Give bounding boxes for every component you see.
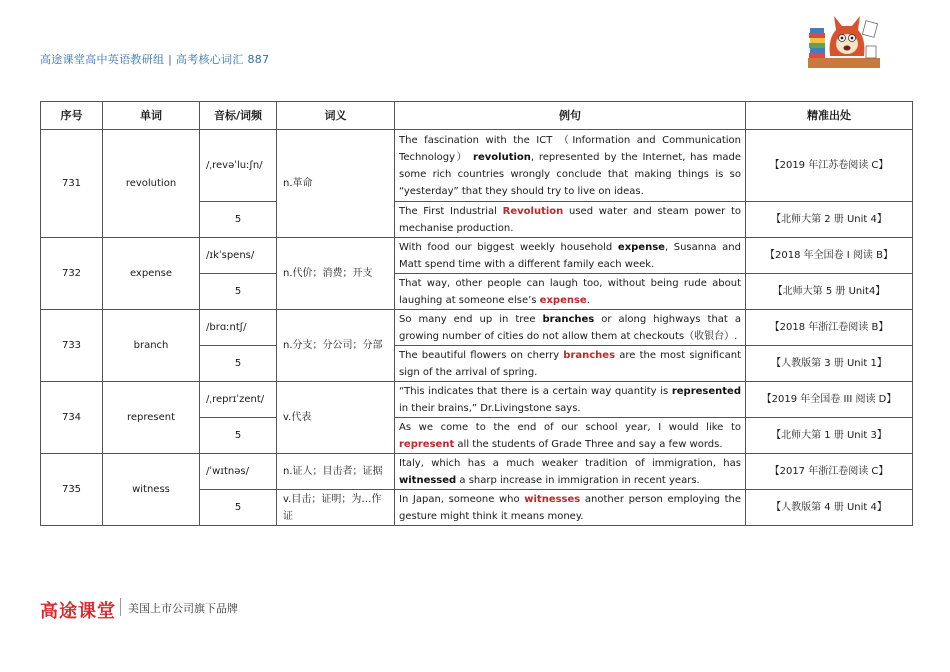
keyword-highlight: Revolution	[502, 205, 564, 217]
table-row	[41, 382, 913, 418]
header-cell: 词义	[277, 102, 395, 130]
keyword: revolution	[473, 151, 531, 163]
entry-frequency: 5	[200, 202, 277, 238]
entry-word: revolution	[103, 130, 200, 238]
header-cell: 精准出处	[746, 102, 913, 130]
entry-source: 【北师大第 2 册 Unit 4】	[746, 202, 913, 238]
example-sentence: That way, other people can laugh too, without being rude about laughing at someone else’s expense.	[395, 274, 746, 310]
example-sentence: The fascination with the ICT （Information and Communication Technology） revolution, represented by the Internet, has made some rich countries wrongly conclude that making things is so “yesterday” that they should try to live on ideas.	[395, 130, 746, 202]
keyword: represented	[671, 385, 741, 397]
brand-slogan: 美国上市公司旗下品牌	[128, 602, 238, 615]
entry-word: expense	[103, 238, 200, 310]
entry-source: 【人教版第 3 册 Unit 1】	[746, 346, 913, 382]
entry-phonetic: /ɪkˈspens/	[200, 238, 277, 274]
entry-meaning: v.目击；证明；为…作证	[277, 490, 395, 526]
entry-source: 【2019 年全国卷 III 阅读 D】	[746, 382, 913, 418]
keyword-highlight: expense	[539, 294, 587, 306]
example-sentence: Italy, which has a much weaker tradition of immigration, has witnessed a sharp increase in immigration in recent years.	[395, 454, 746, 490]
entry-frequency: 5	[200, 274, 277, 310]
brand-logo: 高途课堂	[40, 601, 116, 622]
entry-frequency: 5	[200, 418, 277, 454]
table-row	[41, 130, 913, 202]
keyword-highlight: represent	[399, 438, 455, 450]
entry-phonetic: /ˌrevəˈluːʃn/	[200, 130, 277, 202]
entry-number: 735	[41, 454, 103, 526]
keyword: branches	[542, 313, 595, 325]
header-cell: 音标/词频	[200, 102, 277, 130]
cartoon-fox-mascot-icon	[806, 8, 882, 70]
table-header-row	[41, 102, 913, 130]
example-sentence: The beautiful flowers on cherry branches are the most significant sign of the arrival of spring.	[395, 346, 746, 382]
entry-source: 【2018 年浙江卷阅读 B】	[746, 310, 913, 346]
entry-phonetic: /brɑːntʃ/	[200, 310, 277, 346]
entry-source: 【人教版第 4 册 Unit 4】	[746, 490, 913, 526]
entry-source: 【北师大第 1 册 Unit 3】	[746, 418, 913, 454]
entry-phonetic: /ˌreprɪˈzent/	[200, 382, 277, 418]
entry-number: 733	[41, 310, 103, 382]
example-sentence: So many end up in tree branches or along highways that a growing number of cities do not allow them at checkouts（收银台）.	[395, 310, 746, 346]
entry-source: 【北师大第 5 册 Unit4】	[746, 274, 913, 310]
entry-frequency: 5	[200, 346, 277, 382]
table-row	[41, 454, 913, 490]
entry-word: represent	[103, 382, 200, 454]
entry-phonetic: /ˈwɪtnəs/	[200, 454, 277, 490]
header-cell: 序号	[41, 102, 103, 130]
header-cell: 单词	[103, 102, 200, 130]
example-sentence: “This indicates that there is a certain way quantity is represented in their brains,” Dr.Livingstone says.	[395, 382, 746, 418]
entry-number: 732	[41, 238, 103, 310]
table-row	[41, 238, 913, 274]
example-sentence: In Japan, someone who witnesses another person employing the gesture might think it means money.	[395, 490, 746, 526]
keyword: expense	[617, 241, 665, 253]
keyword-highlight: witnesses	[524, 493, 581, 505]
entry-source: 【2017 年浙江卷阅读 C】	[746, 454, 913, 490]
example-sentence: As we come to the end of our school year, I would like to represent all the students of Grade Three and say a few words.	[395, 418, 746, 454]
example-sentence: With food our biggest weekly household expense, Susanna and Matt spend time with a different family each week.	[395, 238, 746, 274]
entry-source: 【2019 年江苏卷阅读 C】	[746, 130, 913, 202]
entry-meaning: n.分支；分公司；分部	[277, 310, 395, 382]
entry-number: 734	[41, 382, 103, 454]
entry-source: 【2018 年全国卷 I 阅读 B】	[746, 238, 913, 274]
header-cell: 例句	[395, 102, 746, 130]
example-sentence: The First Industrial Revolution used water and steam power to mechanise production.	[395, 202, 746, 238]
entry-word: branch	[103, 310, 200, 382]
footer-divider	[120, 598, 121, 616]
entry-meaning: n.革命	[277, 130, 395, 238]
entry-number: 731	[41, 130, 103, 238]
table-row	[41, 310, 913, 346]
keyword: witnessed	[399, 474, 457, 486]
header-title: 高途课堂高中英语教研组 | 高考核心词汇 887	[40, 53, 270, 66]
keyword-highlight: branches	[563, 349, 616, 361]
entry-word: witness	[103, 454, 200, 526]
entry-meaning: v.代表	[277, 382, 395, 454]
entry-meaning: n.证人；目击者；证据	[277, 454, 395, 490]
vocabulary-table	[40, 101, 913, 526]
entry-frequency: 5	[200, 490, 277, 526]
entry-meaning: n.代价；消费；开支	[277, 238, 395, 310]
